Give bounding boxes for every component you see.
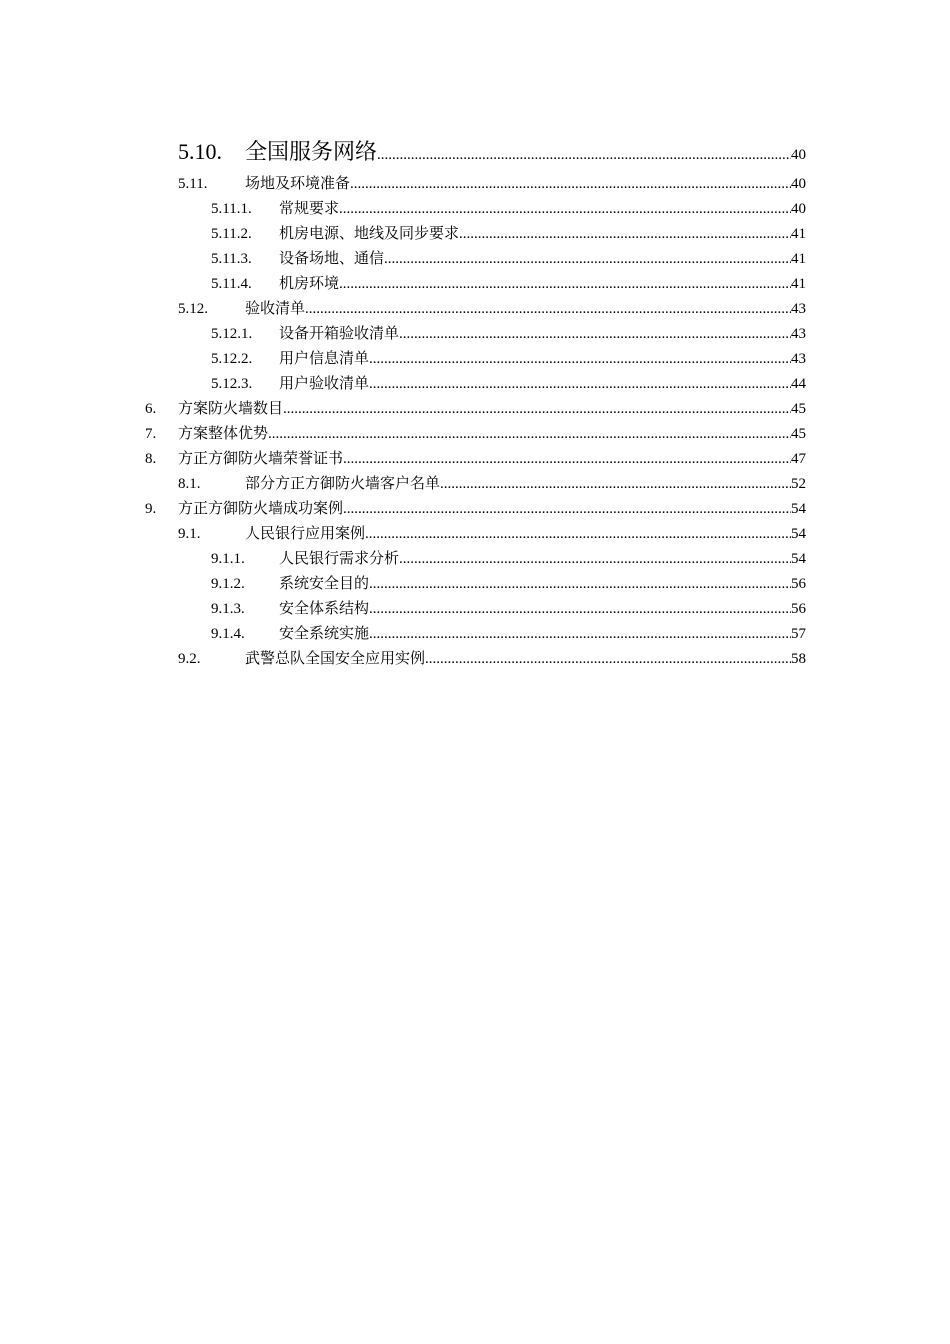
toc-entry-5-12[interactable] xyxy=(0,297,950,322)
toc-entry-title: 用户信息清单 xyxy=(279,351,370,367)
toc-entry-page: 40 xyxy=(791,147,806,163)
toc-leader-dots xyxy=(339,272,791,297)
toc-entry-page: 47 xyxy=(791,451,806,467)
toc-entry-number: 8. xyxy=(145,451,157,467)
toc-entry-title: 机房环境 xyxy=(279,276,340,292)
toc-entry-5-11-1[interactable] xyxy=(0,197,950,222)
toc-leader-dots xyxy=(369,572,791,597)
toc-entry-title: 系统安全目的 xyxy=(279,576,370,592)
toc-leader-dots xyxy=(350,172,791,197)
toc-entry-9-1[interactable] xyxy=(0,522,950,547)
toc-entry-page: 56 xyxy=(791,576,806,592)
toc-entry-page: 43 xyxy=(791,326,806,342)
toc-entry-5-11-3[interactable] xyxy=(0,247,950,272)
toc-entry-number: 9.1.4. xyxy=(211,626,245,642)
toc-entry-number: 5.12. xyxy=(178,301,208,317)
toc-entry-number: 5.12.2. xyxy=(211,351,253,367)
toc-leader-dots xyxy=(369,372,791,397)
toc-leader-dots xyxy=(399,547,791,572)
toc-entry-title: 方案整体优势 xyxy=(178,426,269,442)
toc-entry-number: 9.1.2. xyxy=(211,576,245,592)
toc-entry-page: 41 xyxy=(791,276,806,292)
toc-entry-page: 40 xyxy=(791,176,806,192)
toc-entry-9[interactable] xyxy=(0,497,950,522)
toc-entry-5-12-2[interactable] xyxy=(0,347,950,372)
toc-entry-8[interactable] xyxy=(0,447,950,472)
toc-entry-8-1[interactable] xyxy=(0,472,950,497)
toc-leader-dots xyxy=(343,497,791,522)
toc-entry-page: 40 xyxy=(791,201,806,217)
toc-entry-title: 机房电源、地线及同步要求 xyxy=(279,226,460,242)
toc-entry-title: 全国服务网络 xyxy=(245,139,378,164)
toc-entry-number: 5.11. xyxy=(178,176,208,192)
toc-entry-title: 设备场地、通信 xyxy=(279,251,385,267)
toc-entry-title: 设备开箱验收清单 xyxy=(279,326,400,342)
toc-entry-page: 41 xyxy=(791,226,806,242)
toc-entry-page: 43 xyxy=(791,301,806,317)
toc-entry-number: 5.12.3. xyxy=(211,376,253,392)
toc-entry-title: 场地及环境准备 xyxy=(245,176,351,192)
toc-entry-number: 7. xyxy=(145,426,157,442)
toc-entry-number: 8.1. xyxy=(178,476,201,492)
toc-entry-page: 44 xyxy=(791,376,806,392)
toc-entry-number: 9. xyxy=(145,501,157,517)
toc-entry-title: 方正方御防火墙成功案例 xyxy=(178,501,344,517)
toc-leader-dots xyxy=(343,447,791,472)
toc-entry-number: 5.10. xyxy=(178,139,222,164)
toc-entry-9-1-4[interactable] xyxy=(0,622,950,647)
toc-entry-page: 43 xyxy=(791,351,806,367)
toc-entry-title: 方案防火墙数目 xyxy=(178,401,284,417)
toc-leader-dots xyxy=(283,397,791,422)
toc-leader-dots xyxy=(399,322,791,347)
toc-leader-dots xyxy=(268,422,791,447)
toc-entry-number: 5.11.4. xyxy=(211,276,252,292)
toc-entry-title: 安全体系结构 xyxy=(279,601,370,617)
toc-entry-page: 57 xyxy=(791,626,806,642)
toc-leader-dots xyxy=(365,522,791,547)
toc-entry-9-2[interactable] xyxy=(0,647,950,672)
toc-entry-page: 54 xyxy=(791,551,806,567)
toc-leader-dots xyxy=(425,647,791,672)
table-of-contents xyxy=(0,132,950,672)
toc-entry-page: 54 xyxy=(791,526,806,542)
toc-entry-number: 9.1.1. xyxy=(211,551,245,567)
toc-leader-dots xyxy=(377,135,791,175)
toc-leader-dots xyxy=(339,197,791,222)
toc-entry-number: 6. xyxy=(145,401,157,417)
toc-entry-5-12-1[interactable] xyxy=(0,322,950,347)
toc-entry-5-11-4[interactable] xyxy=(0,272,950,297)
toc-entry-title: 武警总队全国安全应用实例 xyxy=(245,651,426,667)
toc-entry-9-1-1[interactable] xyxy=(0,547,950,572)
toc-leader-dots xyxy=(369,347,791,372)
toc-entry-title: 人民银行应用案例 xyxy=(245,526,366,542)
toc-entry-number: 9.1.3. xyxy=(211,601,245,617)
toc-entry-5-12-3[interactable] xyxy=(0,372,950,397)
toc-entry-6[interactable] xyxy=(0,397,950,422)
toc-entry-number: 9.2. xyxy=(178,651,201,667)
toc-entry-number: 5.12.1. xyxy=(211,326,253,342)
toc-entry-page: 52 xyxy=(791,476,806,492)
toc-entry-title: 常规要求 xyxy=(279,201,340,217)
toc-entry-title: 人民银行需求分析 xyxy=(279,551,400,567)
toc-leader-dots xyxy=(369,622,791,647)
toc-entry-page: 54 xyxy=(791,501,806,517)
toc-entry-number: 5.11.2. xyxy=(211,226,252,242)
toc-entry-page: 56 xyxy=(791,601,806,617)
toc-leader-dots xyxy=(369,597,791,622)
toc-leader-dots xyxy=(305,297,791,322)
toc-entry-title: 验收清单 xyxy=(245,301,306,317)
toc-entry-title: 部分方正方御防火墙客户名单 xyxy=(245,476,441,492)
toc-entry-number: 5.11.3. xyxy=(211,251,252,267)
toc-leader-dots xyxy=(440,472,791,497)
toc-entry-number: 9.1. xyxy=(178,526,201,542)
toc-entry-title: 方正方御防火墙荣誉证书 xyxy=(178,451,344,467)
toc-leader-dots xyxy=(459,222,791,247)
toc-entry-page: 45 xyxy=(791,426,806,442)
toc-entry-title: 用户验收清单 xyxy=(279,376,370,392)
toc-entry-page: 45 xyxy=(791,401,806,417)
toc-entry-number: 5.11.1. xyxy=(211,201,252,217)
toc-leader-dots xyxy=(384,247,791,272)
toc-entry-9-1-3[interactable] xyxy=(0,597,950,622)
toc-entry-title: 安全系统实施 xyxy=(279,626,370,642)
toc-entry-5-10[interactable] xyxy=(0,132,950,172)
toc-entry-7[interactable] xyxy=(0,422,950,447)
toc-entry-5-11-2[interactable] xyxy=(0,222,950,247)
toc-entry-page: 41 xyxy=(791,251,806,267)
toc-entry-5-11[interactable] xyxy=(0,172,950,197)
toc-entry-9-1-2[interactable] xyxy=(0,572,950,597)
toc-entry-page: 58 xyxy=(791,651,806,667)
